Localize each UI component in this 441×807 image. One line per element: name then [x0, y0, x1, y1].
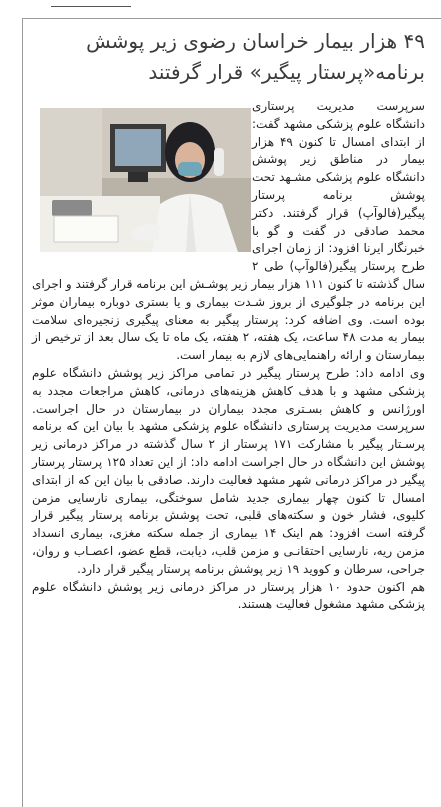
paragraph-1: سرپرست مدیریت پرستاری دانشگاه علوم پزشکی مشهد گفت: از ابتدای امسال تا کنون ۴۹ هزار بیمار در مناطق زیر پوشش دانشگاه علوم پزشکی مشـهد تحت پوشش برنامه پرستار پیگیر(فالوآپ) قرار گرفتند. دکتر محمد صادقی در گفت و گو با خبرنگار ایرنا افزود: از زمان اجرای طرح پرستار پیگیر(فالوآپ) طی ۲ سال گذشته تا کنون ۱۱۱ هزار بیمار زیر پوشـش این برنامه قرار گرفتند و اجرای این برنامه در جلوگیری از بروز شـدت بیماری و یا بستری دوباره بیماران موثر بوده است. وی اضافه کرد: پرستار پیگیر به معنای پیگیری زنجیره‌ای سلامت بیمار به مدت ۴۸ ساعت، یک هفته، ۲ هفته، یک ماه تا یک سال بعد از ترخیص از بیمارستان و ارائه راهنمایی‌های لازم به بیمار است. — [32, 99, 426, 363]
previous-column-fragment — [51, 0, 131, 7]
headline: ۴۹ هزار بیمار خراسان رضوی زیر پوشش برنامه«پرستار پیگیر» قرار گرفتند — [86, 29, 425, 84]
photo-spacer — [32, 106, 252, 262]
paragraph-2: وی ادامه داد: طرح پرستار پیگیر در تمامی مراکز زیر پوشش دانشگاه علوم پزشکی مشهد و با هدف کاهش هزینه‌های درمانی، کاهش مراجعات مجدد به اورژانس و کاهش بسـتری مجدد بیماران در بیمارستان در حال اجراست. سرپرست مدیریت پرستاری دانشگاه علوم پزشکی مشهد با بیان این که برنامه پرسـتار پیگیر با مشارکت ۱۷۱ پرستار از ۲ سال گذشته در مراکز درمانی زیر پوشش این دانشگاه در حال اجراست ادامه داد: از این تعداد ۱۲۵ پرستار پرستار پیگیر در مراکز درمانی شهر مشهد فعالیت دارند. صادقی با بیان این که از ابتدای امسال تا کنون چهار بیماری جدید شامل سوختگی، بیماری نارسایی مزمن کلیوی، فشار خون و سکته‌های قلبی، تحت پوشش برنامه پرستار پیگیر قرار گرفته است افزود: هم اینک ۱۴ بیماری از جمله سکته مغزی، بیماری انسداد مزمن ریه، نارسایی احتقانـی و مزمن قلب، دیابت، قطع عضو، اعصـاب و روان، جراحی، سرطان و کووید ۱۹ زیر پوشش برنامه پرستار پیگیر قرار دارد. — [32, 365, 426, 576]
paragraph-3: هم اکنون حدود ۱۰ هزار پرستار در مراکز درمانی زیر پوشش دانشگاه علوم پزشکی مشهد مشغول فعالیت هستند. — [32, 579, 425, 612]
article-body — [32, 98, 425, 614]
top-edge — [0, 0, 441, 8]
